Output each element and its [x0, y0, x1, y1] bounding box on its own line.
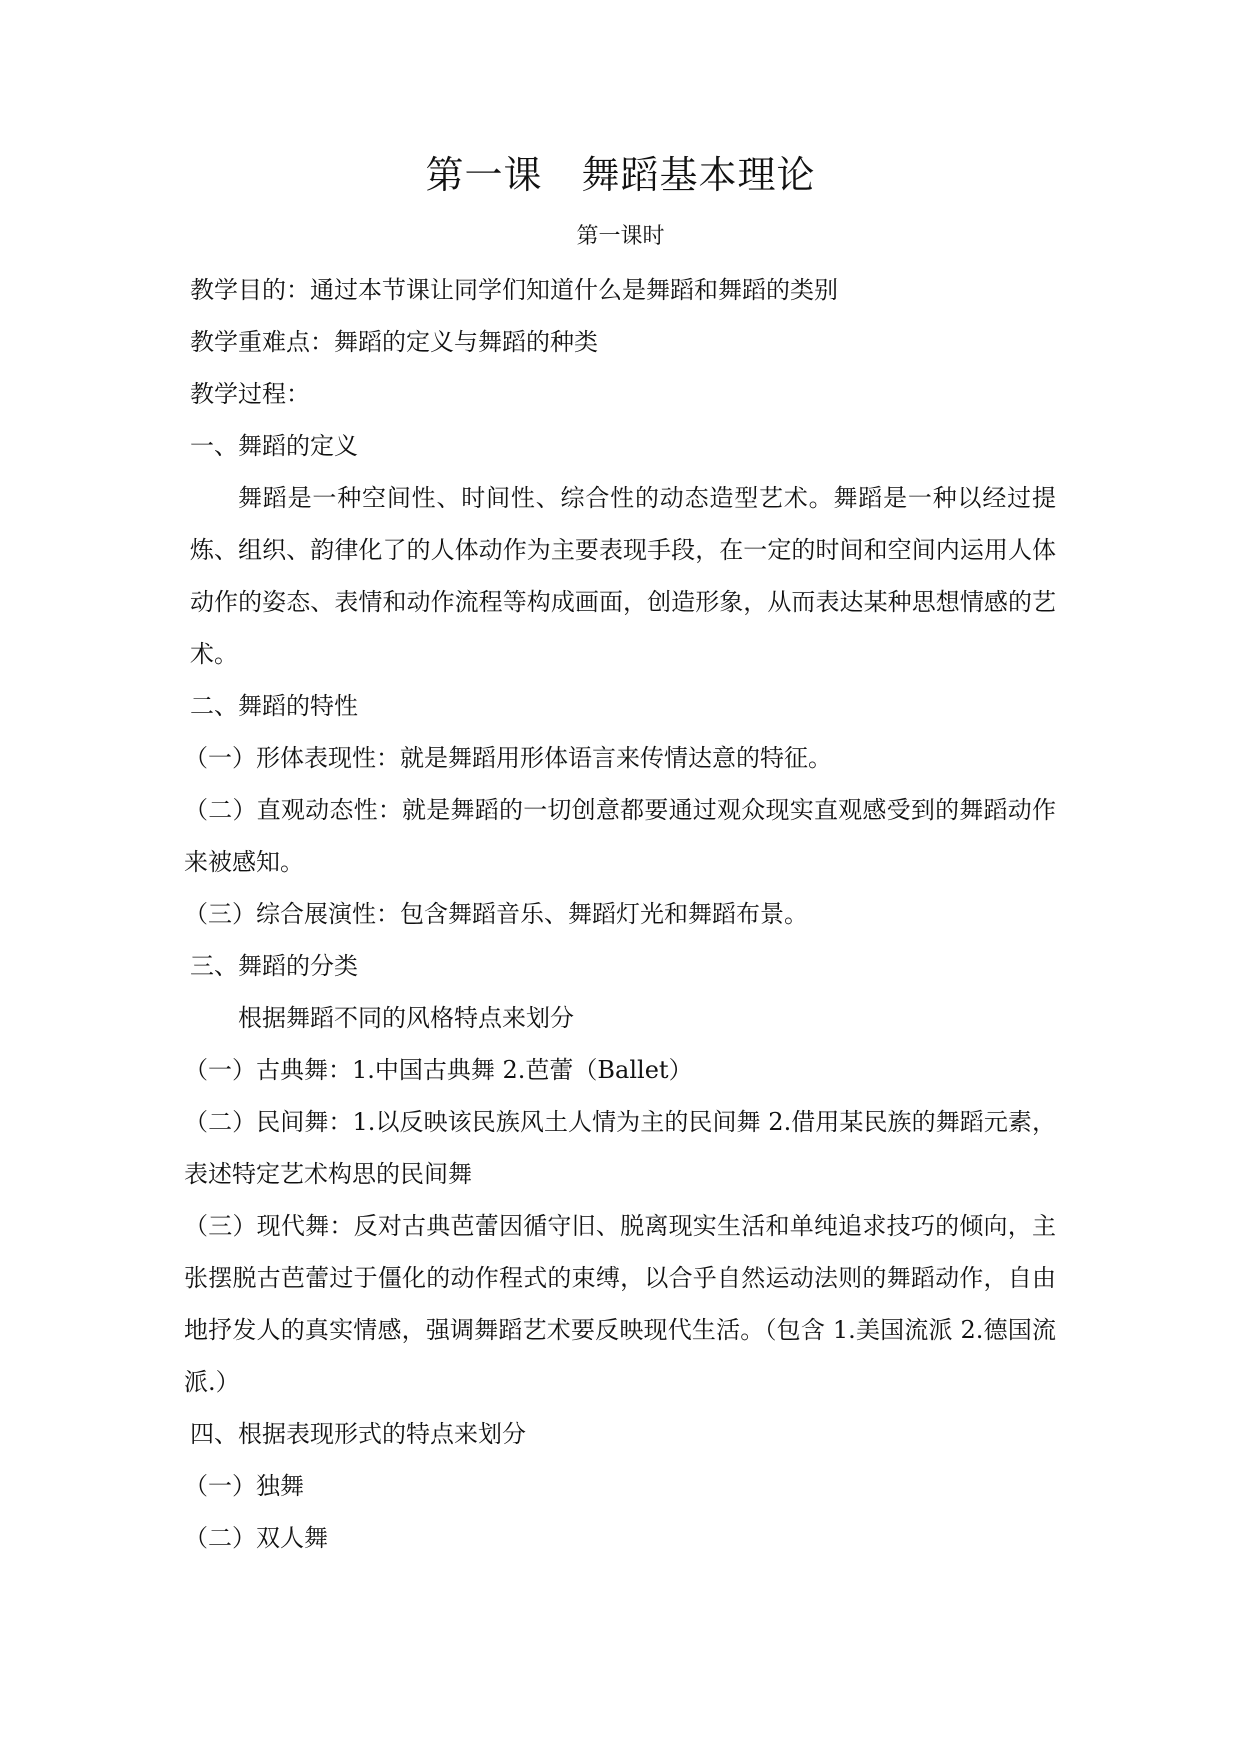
classification-item-2: （二）民间舞：1.以反映该民族风土人情为主的民间舞 2.借用某民族的舞蹈元素，表述特定艺术构思的民间舞 [184, 1108, 1056, 1188]
characteristic-item-3: （三）综合展演性：包含舞蹈音乐、舞蹈灯光和舞蹈布景。 [184, 900, 808, 928]
section-heading-form: 四、根据表现形式的特点来划分 [190, 1420, 526, 1448]
section-heading-characteristics: 二、舞蹈的特性 [190, 692, 358, 720]
form-item-1: （一）独舞 [184, 1472, 304, 1500]
classification-intro: 根据舞蹈不同的风格特点来划分 [238, 1004, 574, 1032]
document-body [184, 264, 1056, 1564]
section-heading-definition: 一、舞蹈的定义 [190, 432, 358, 460]
classification-item-3: （三）现代舞：反对古典芭蕾因循守旧、脱离现实生活和单纯追求技巧的倾向，主张摆脱古芭蕾过于僵化的动作程式的束缚，以合乎自然运动法则的舞蹈动作，自由地抒发人的真实情感，强调舞蹈艺术要反映现代生活。（包含 1.美国流派 2.德国流派.） [184, 1212, 1056, 1396]
definition-paragraph: 舞蹈是一种空间性、时间性、综合性的动态造型艺术。舞蹈是一种以经过提炼、组织、韵律化了的人体动作为主要表现手段，在一定的时间和空间内运用人体动作的姿态、表情和动作流程等构成画面，创造形象，从而表达某种思想情感的艺术。 [190, 484, 1056, 668]
characteristic-item-2: （二）直观动态性：就是舞蹈的一切创意都要通过观众现实直观感受到的舞蹈动作来被感知。 [184, 796, 1056, 876]
teaching-process-heading: 教学过程： [190, 380, 310, 408]
page-title: 第一课 舞蹈基本理论 [425, 153, 816, 197]
classification-item-1: （一）古典舞：1.中国古典舞 2.芭蕾（Ballet） [184, 1056, 693, 1084]
characteristic-item-1: （一）形体表现性：就是舞蹈用形体语言来传情达意的特征。 [184, 744, 832, 772]
form-item-2: （二）双人舞 [184, 1524, 328, 1552]
page-subtitle: 第一课时 [576, 224, 665, 249]
teaching-objective: 教学目的：通过本节课让同学们知道什么是舞蹈和舞蹈的类别 [190, 276, 838, 304]
teaching-key-points: 教学重难点：舞蹈的定义与舞蹈的种类 [190, 328, 598, 356]
section-heading-classification: 三、舞蹈的分类 [190, 952, 358, 980]
